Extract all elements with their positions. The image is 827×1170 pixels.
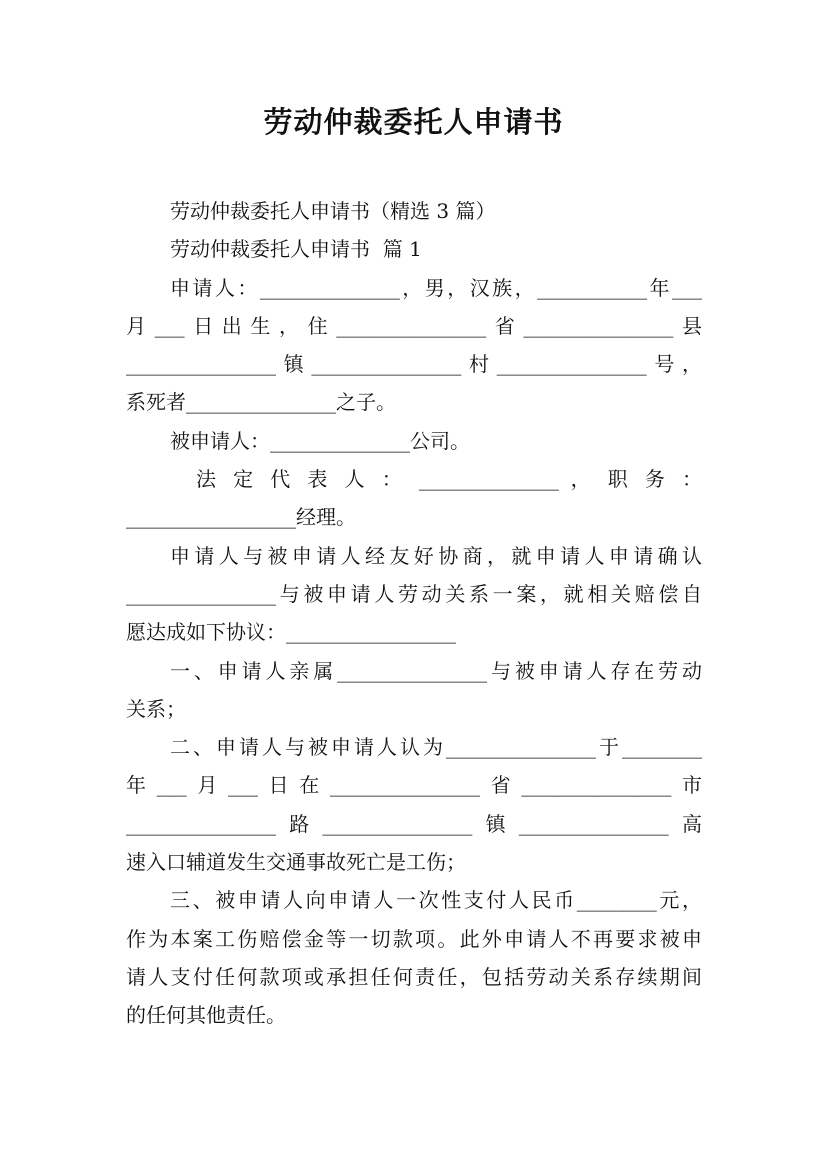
paragraph-line: 系死者_______________之子。 <box>126 390 396 415</box>
paragraph-line: 愿达成如下协议：_________________ <box>126 620 456 645</box>
paragraph-line: 年___月___日在_______________省_______________市 <box>126 773 702 798</box>
paragraph-line: 被申请人：______________公司。 <box>170 428 470 453</box>
paragraph-line: 申请人与被申请人经友好协商，就申请人申请确认 <box>170 543 702 568</box>
document-body <box>126 192 702 1035</box>
paragraph-line: _______________与被申请人劳动关系一案，就相关赔偿自 <box>126 581 702 606</box>
paragraph-line: 关系； <box>126 696 186 721</box>
paragraph-line: 三、被申请人向申请人一次性支付人民币________元， <box>170 888 702 913</box>
subtitle-line: 劳动仲裁委托人申请书（精选 3 篇） <box>170 199 496 223</box>
paragraph-line: _________________经理。 <box>126 505 356 530</box>
paragraph-line: _______________路_______________镇_______________高 <box>126 811 702 836</box>
section-heading: 劳动仲裁委托人申请书 篇 1 <box>170 237 422 262</box>
paragraph-line: 速入口辅道发生交通事故死亡是工伤； <box>126 850 466 875</box>
paragraph-line: 请人支付任何款项或承担任何责任，包括劳动关系存续期间 <box>126 964 702 989</box>
paragraph-line: 申请人：______________，男，汉族，___________年___ <box>170 275 702 300</box>
paragraph-line: 法 定 代 表 人 ： ______________ ， 职 务 ： <box>196 467 702 492</box>
paragraph-line: 作为本案工伤赔偿金等一切款项。此外申请人不再要求被申 <box>126 926 702 951</box>
paragraph-line: 一、申请人亲属_______________与被申请人存在劳动 <box>170 658 702 683</box>
paragraph-line: 月___日出生，住_______________省_______________县 <box>126 313 702 338</box>
paragraph-line: 二、申请人与被申请人认为_______________于________ <box>170 735 702 760</box>
paragraph-line: 的任何其他责任。 <box>126 1003 286 1028</box>
paragraph-line: _______________镇_______________村_______________号， <box>126 352 702 377</box>
document-title: 劳动仲裁委托人申请书 <box>263 105 564 139</box>
